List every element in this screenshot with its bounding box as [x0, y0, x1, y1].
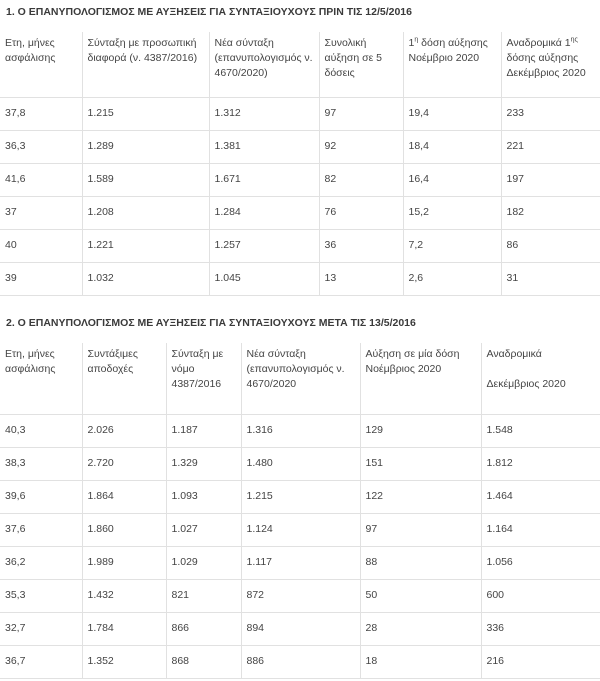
- table2-row: [0, 612, 600, 645]
- table1-cell: 76: [319, 196, 403, 229]
- table2-cell: 1.480: [241, 447, 360, 480]
- table2-cell: 1.117: [241, 546, 360, 579]
- table1-title: 1. Ο ΕΠΑΝΥΠΟΛΟΓΙΣΜΟΣ ΜΕ ΑΥΞΗΣΕΙΣ ΓΙΑ ΣΥΝΤΑΞΙΟΥΧΟΥΣ ΠΡΙΝ ΤΙΣ 12/5/2016: [6, 6, 412, 18]
- table1-cell: 1.257: [209, 229, 319, 262]
- table2-header-cell: Αναδρομικά Δεκέμβριος 2020: [481, 343, 600, 414]
- table2-cell: 1.093: [166, 480, 241, 513]
- table1-row: [0, 229, 600, 262]
- table1-row: [0, 97, 600, 130]
- table1-cell: 13: [319, 262, 403, 295]
- table2-cell: 122: [360, 480, 481, 513]
- table2-cell: 894: [241, 612, 360, 645]
- table2-cell: 336: [481, 612, 600, 645]
- table1-cell: 39: [0, 262, 82, 295]
- table1-cell: 41,6: [0, 163, 82, 196]
- table1-header-cell: Αναδρομικά $1^{\eta\varsigma}$ δόσης αύξησης Δεκέμβριος 2020: [501, 32, 600, 97]
- table2-header-cell: Σύνταξη με νόμο 4387/2016: [166, 343, 241, 414]
- table2-cell: 2.720: [82, 447, 166, 480]
- table2-header-cell: Αύξηση σε μία δόση Νοέμβριος 2020: [360, 343, 481, 414]
- table1-cell: 1.289: [82, 130, 209, 163]
- table2-cell: 1.464: [481, 480, 600, 513]
- table1-cell: 15,2: [403, 196, 501, 229]
- table1-cell: 1.312: [209, 97, 319, 130]
- table2-cell: 216: [481, 645, 600, 678]
- table1-cell: 1.589: [82, 163, 209, 196]
- table1-header-cell: Ετη, μήνες ασφάλισης: [0, 32, 82, 97]
- table2-cell: 1.812: [481, 447, 600, 480]
- table1-header-cell: Σύνταξη με προσωπική διαφορά (ν. 4387/2016): [82, 32, 209, 97]
- table2-cell: 1.316: [241, 414, 360, 447]
- table1-header-cell: Συνολική αύξηση σε 5 δόσεις: [319, 32, 403, 97]
- table2-row: [0, 447, 600, 480]
- table1-cell: 1.208: [82, 196, 209, 229]
- table1-cell: 1.221: [82, 229, 209, 262]
- table2-cell: 40,3: [0, 414, 82, 447]
- table2-cell: 1.784: [82, 612, 166, 645]
- table1-cell: 1.284: [209, 196, 319, 229]
- table1-cell: 7,2: [403, 229, 501, 262]
- table2-cell: 821: [166, 579, 241, 612]
- table2-cell: 97: [360, 513, 481, 546]
- table2-title: 2. Ο ΕΠΑΝΥΠΟΛΟΓΙΣΜΟΣ ΜΕ ΑΥΞΗΣΕΙΣ ΓΙΑ ΣΥΝΤΑΞΙΟΥΧΟΥΣ ΜΕΤΑ ΤΙΣ 13/5/2016: [6, 317, 416, 329]
- table1-cell: 19,4: [403, 97, 501, 130]
- table2-cell: 1.164: [481, 513, 600, 546]
- table1-cell: 1.671: [209, 163, 319, 196]
- table2-row: [0, 414, 600, 447]
- table2-cell: 1.215: [241, 480, 360, 513]
- table1-cell: 36,3: [0, 130, 82, 163]
- table2-cell: 868: [166, 645, 241, 678]
- table2-row: [0, 546, 600, 579]
- table1-row: [0, 262, 600, 295]
- table2-row: [0, 513, 600, 546]
- table2-cell: 36,7: [0, 645, 82, 678]
- table1-cell: 16,4: [403, 163, 501, 196]
- table2-cell: 35,3: [0, 579, 82, 612]
- table2-row: [0, 645, 600, 678]
- table2-header-cell: Συντάξιμες αποδοχές: [82, 343, 166, 414]
- table2-cell: 39,6: [0, 480, 82, 513]
- table1-row: [0, 196, 600, 229]
- table2-cell: 32,7: [0, 612, 82, 645]
- table2-cell: 129: [360, 414, 481, 447]
- table2-cell: 151: [360, 447, 481, 480]
- table1-cell: 36: [319, 229, 403, 262]
- table1: [0, 32, 600, 296]
- table1-cell: 40: [0, 229, 82, 262]
- table2-cell: 28: [360, 612, 481, 645]
- table2-header-row: [0, 343, 600, 414]
- table2-cell: 50: [360, 579, 481, 612]
- table1-cell: 1.032: [82, 262, 209, 295]
- table1-cell: 97: [319, 97, 403, 130]
- table1-cell: 86: [501, 229, 600, 262]
- table2-cell: 1.548: [481, 414, 600, 447]
- table2-row: [0, 480, 600, 513]
- table2-cell: 886: [241, 645, 360, 678]
- table2-cell: 38,3: [0, 447, 82, 480]
- table1-cell: 182: [501, 196, 600, 229]
- table2-cell: 1.027: [166, 513, 241, 546]
- table1-cell: 1.045: [209, 262, 319, 295]
- table2-cell: 1.860: [82, 513, 166, 546]
- table1-cell: 31: [501, 262, 600, 295]
- table2-row: [0, 579, 600, 612]
- table2-cell: 1.029: [166, 546, 241, 579]
- table2-cell: 1.352: [82, 645, 166, 678]
- table1-cell: 233: [501, 97, 600, 130]
- table1-cell: 197: [501, 163, 600, 196]
- table2-cell: 600: [481, 579, 600, 612]
- table2: [0, 343, 600, 679]
- table1-cell: 1.381: [209, 130, 319, 163]
- table1-header-cell: Νέα σύνταξη (επανυπολογισμός ν. 4670/2020): [209, 32, 319, 97]
- table2-cell: 18: [360, 645, 481, 678]
- table1-cell: 2,6: [403, 262, 501, 295]
- table1-cell: 37,8: [0, 97, 82, 130]
- table2-cell: 2.026: [82, 414, 166, 447]
- table2-header-cell: Ετη, μήνες ασφάλισης: [0, 343, 82, 414]
- table2-cell: 1.432: [82, 579, 166, 612]
- table1-row: [0, 130, 600, 163]
- table2-cell: 1.329: [166, 447, 241, 480]
- table2-cell: 1.864: [82, 480, 166, 513]
- table2-cell: 88: [360, 546, 481, 579]
- table2-cell: 872: [241, 579, 360, 612]
- table2-cell: 36,2: [0, 546, 82, 579]
- table1-header-row: [0, 32, 600, 97]
- table2-cell: 37,6: [0, 513, 82, 546]
- table2-cell: 866: [166, 612, 241, 645]
- table2-cell: 1.124: [241, 513, 360, 546]
- table2-cell: 1.187: [166, 414, 241, 447]
- table1-cell: 1.215: [82, 97, 209, 130]
- table2-cell: 1.056: [481, 546, 600, 579]
- table1-cell: 82: [319, 163, 403, 196]
- table1-row: [0, 163, 600, 196]
- table1-header-cell: $1^\eta$ δόση αύξησης Νοέμβριο 2020: [403, 32, 501, 97]
- table1-cell: 18,4: [403, 130, 501, 163]
- table1-cell: 37: [0, 196, 82, 229]
- table2-header-cell: Νέα σύνταξη (επανυπολογισμός ν. 4670/2020: [241, 343, 360, 414]
- table1-cell: 221: [501, 130, 600, 163]
- table2-cell: 1.989: [82, 546, 166, 579]
- table1-cell: 92: [319, 130, 403, 163]
